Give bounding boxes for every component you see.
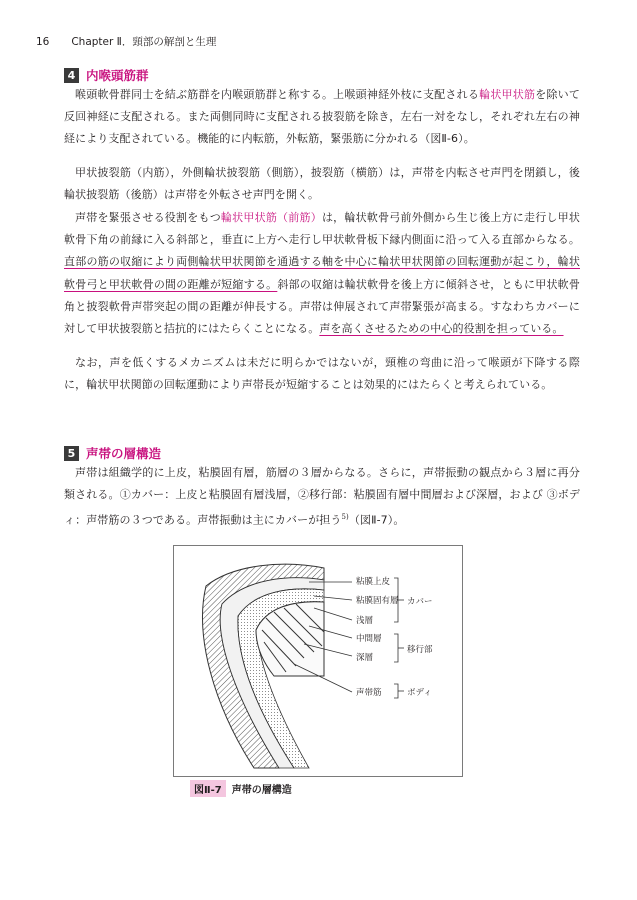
term-cricothyroid-anterior: 輪状甲状筋（前筋） xyxy=(220,211,322,224)
section-title: 内喉頭筋群 xyxy=(86,68,149,83)
vocal-fold-illustration xyxy=(174,546,462,776)
section-number-badge: 4 xyxy=(64,68,79,83)
text-run: 斜部の収縮は輪状軟骨を後上方に傾斜させ，ともに甲状軟骨角と披裂軟骨声帯突起の間の距離が伸長する。声帯は伸展されて声帯緊張が高まる。すなわちカバーに対して甲状披裂筋と拮抗的にはたらくことになる。 xyxy=(64,277,581,336)
text-run: ）。 xyxy=(458,132,475,146)
text-run: なお，声を低くするメカニズムは未だに明らかではないが，頸椎の弯曲に沿って喉頭が下降する際に，輪状甲状関節の回転運動により声帯長が短縮することは効果的にはたらくと考えられている。 xyxy=(64,356,580,392)
figure-reference[interactable]: 図Ⅱ-7 xyxy=(360,514,388,528)
label-intermediate-layer: 中間層 xyxy=(356,634,382,644)
group-body: ボディ xyxy=(407,688,432,698)
label-vocalis-muscle: 声帯筋 xyxy=(356,688,382,698)
text-run: ）。 xyxy=(387,514,405,528)
text-run: 声帯は組織学的に上皮，粘膜固有層，筋層の３層からなる。さらに，声帯振動の観点から３層に再分類される。①カバー：上皮と粘膜固有層浅層，②移行部：粘膜固有層中間層および深層，および ③ボディ：声帯筋の３つである。声帯振動は主にカバーが担う xyxy=(64,466,580,528)
text-run: 甲状披裂筋（内筋），外側輪状披裂筋（側筋），披裂筋（横筋）は，声帯を内転させ声門を閉鎖し，後輪状披裂筋（後筋）は声帯を外転させ声門を開く。 xyxy=(64,166,580,202)
figure-reference[interactable]: 図Ⅱ-6 xyxy=(430,132,459,146)
underlined-text: 声を高くさせるための中心的役割を担っている。 xyxy=(319,322,564,336)
group-cover: カバー xyxy=(407,597,433,607)
text-run: （ xyxy=(348,514,360,528)
paragraph-4-4 xyxy=(64,352,580,396)
paragraph-4-1 xyxy=(64,84,580,151)
underlined-text: 直部の筋の収縮により両側輪状甲状関節を通過する軸を中心に輪状甲状関節の回転運動が起こり，輪状軟骨弓と甲状軟骨の間の距離が短縮する。 xyxy=(64,255,580,291)
paragraph-4-3 xyxy=(64,207,580,340)
figure-vocal-fold-layers xyxy=(173,545,463,777)
section-heading-4 xyxy=(64,66,149,84)
section-title: 声帯の層構造 xyxy=(86,446,162,461)
figure-title: 声帯の層構造 xyxy=(231,785,292,796)
label-deep-layer: 深層 xyxy=(356,653,374,663)
figure-label: 図Ⅱ-7 xyxy=(190,780,226,797)
text-run: は，輪状軟骨弓前外側から生じ後上方に走行し甲状軟骨下角の前縁に入る斜部と，垂直に上方へ走行し甲状軟骨板下縁内側面に沿って入る直部からなる。 xyxy=(64,211,580,247)
figure-caption xyxy=(190,780,292,797)
section-heading-5 xyxy=(64,444,161,462)
label-superficial-layer: 浅層 xyxy=(356,616,374,626)
term-cricothyroid: 輪状甲状筋 xyxy=(479,88,536,101)
text-run: 喉頭軟骨群同士を結ぶ筋群を内喉頭筋群と称する。上喉頭神経外枝に支配される xyxy=(75,88,480,101)
page-header xyxy=(36,34,216,49)
paragraph-4-2 xyxy=(64,162,580,206)
group-transition: 移行部 xyxy=(407,645,433,655)
text-run: を除いて反回神経に支配される。また両側同時に支配される披裂筋を除き，左右一対をなし，それぞれ左右の神経により支配されている。機能的に内転筋，外転筋，緊張筋に分かれる（ xyxy=(64,88,580,146)
paragraph-5-1 xyxy=(64,462,580,532)
label-lamina-propria: 粘膜固有層 xyxy=(356,596,399,606)
section-number-badge: 5 xyxy=(64,446,79,461)
chapter-title: Chapter Ⅱ．頸部の解剖と生理 xyxy=(71,36,217,48)
citation: 5) xyxy=(341,513,349,522)
text-run: 声帯を緊張させる役割をもつ xyxy=(75,211,221,224)
label-epithelium: 粘膜上皮 xyxy=(356,577,391,587)
page-number: 16 xyxy=(36,36,50,48)
